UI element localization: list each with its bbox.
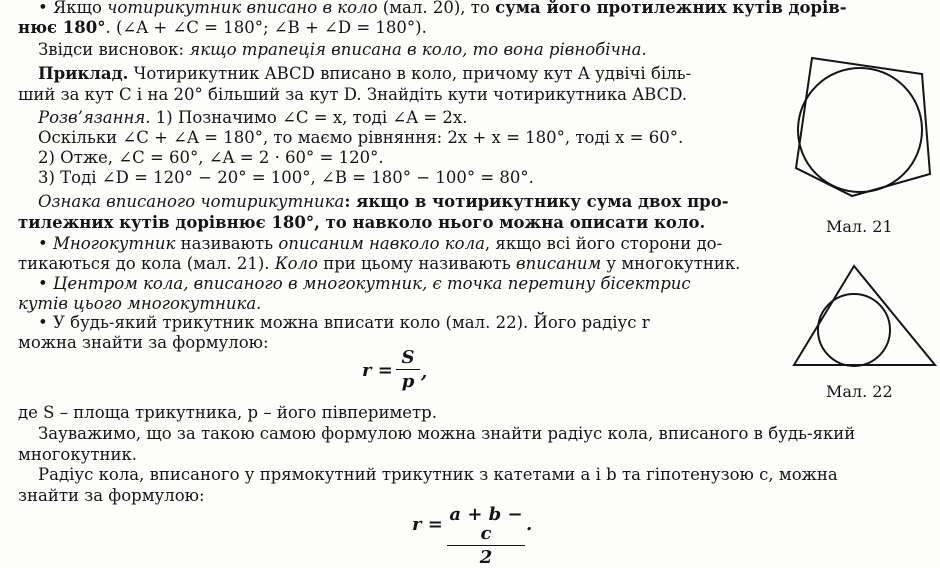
text-run: вписаним bbox=[516, 254, 602, 273]
text-run: многокутник. bbox=[18, 445, 138, 464]
text-run: ший за кут C і на 20° більший за кут D. Знайдіть кути чотирикутника ABCD. bbox=[18, 85, 688, 104]
text-run: називають bbox=[175, 234, 279, 253]
text-run: Розв’язання. bbox=[38, 108, 151, 127]
text-run: (мал. 20), то bbox=[377, 0, 496, 17]
text-run: : якщо в чотирикутнику сума двох про- bbox=[344, 192, 729, 211]
text-run: Многокутник bbox=[52, 234, 176, 253]
text-run: Ознака вписаного чотирикутника bbox=[38, 192, 345, 211]
text-line bbox=[38, 108, 467, 127]
text-run: Звідси висновок: bbox=[38, 40, 190, 59]
text-run: . (∠A + ∠C = 180°; ∠B + ∠D = 180°). bbox=[105, 18, 427, 37]
text-line bbox=[38, 148, 384, 167]
text-line bbox=[18, 403, 437, 422]
text-run: • У будь-який трикутник можна вписати коло (мал. 22). Його радіус r bbox=[38, 313, 650, 332]
figure-22-caption: Мал. 22 bbox=[826, 382, 893, 401]
formula-2-numerator: a + b − c bbox=[449, 504, 523, 544]
text-run: Радіус кола, вписаного у прямокутний трикутник з катетами a і b та гіпотенузою c, можна bbox=[38, 465, 838, 484]
text-run: Коло bbox=[274, 254, 318, 273]
text-run: якщо трапеція вписана в коло, то вона рівнобічна. bbox=[189, 40, 647, 59]
formula-1-numerator: S bbox=[401, 347, 415, 368]
text-line bbox=[38, 234, 722, 253]
formula-1-denominator: p bbox=[401, 371, 415, 392]
text-run: сума його протилежних кутів дорів- bbox=[495, 0, 847, 17]
text-line bbox=[18, 486, 205, 505]
text-line bbox=[38, 192, 729, 211]
text-line bbox=[18, 18, 427, 37]
text-run: Оскільки ∠C + ∠A = 180°, то маємо рівняння: 2x + x = 180°, тоді x = 60°. bbox=[38, 128, 684, 147]
text-line bbox=[38, 168, 534, 187]
text-line bbox=[38, 0, 847, 17]
text-line bbox=[38, 64, 691, 83]
text-run: при цьому називають bbox=[317, 254, 517, 273]
triangle-inscribed-circle-icon bbox=[790, 262, 940, 370]
inscribed-circle-shape bbox=[798, 68, 922, 192]
formula-2-lhs: r = bbox=[412, 514, 443, 535]
text-line bbox=[18, 294, 261, 313]
text-run: • Центром кола, вписаного в многокутник, є точка перетину бісектрис bbox=[38, 274, 691, 293]
text-line bbox=[18, 85, 687, 104]
triangle-shape bbox=[794, 266, 935, 365]
text-line bbox=[38, 274, 691, 293]
text-run: тикаються до кола (мал. 21). bbox=[18, 254, 275, 273]
text-run: описаним навколо кола bbox=[278, 234, 485, 253]
text-run: 3) Тоді ∠D = 120° − 20° = 100°, ∠B = 180° − 100° = 80°. bbox=[38, 168, 534, 187]
text-line bbox=[18, 213, 705, 232]
text-line bbox=[38, 128, 683, 147]
text-run: тилежних кутів дорівнює 180°, то навколо нього можна описати коло. bbox=[18, 213, 706, 232]
formula-2-denominator: 2 bbox=[479, 547, 493, 568]
fraction-bar bbox=[447, 545, 525, 546]
text-line bbox=[18, 445, 137, 464]
formula-1-lhs: r = bbox=[362, 360, 393, 381]
pentagon-shape bbox=[796, 58, 930, 196]
formula-1-tail: , bbox=[421, 362, 428, 383]
text-run: де S – площа трикутника, p – його півпериметр. bbox=[18, 403, 437, 422]
text-line bbox=[18, 254, 740, 273]
text-run: можна знайти за формулою: bbox=[18, 333, 269, 352]
text-run: • Якщо bbox=[38, 0, 108, 17]
formula-2-tail: . bbox=[526, 514, 533, 535]
text-run: 1) Позначимо ∠C = x, тоді ∠A = 2x. bbox=[150, 108, 468, 127]
text-run: знайти за формулою: bbox=[18, 486, 205, 505]
formula-1-fraction bbox=[396, 348, 420, 391]
inscribed-circle-shape bbox=[818, 294, 890, 366]
text-line bbox=[38, 40, 647, 59]
text-run: у многокутник. bbox=[601, 254, 741, 273]
text-run: Зауважимо, що за такою самою формулою можна знайти радіус кола, вписаного в будь-який bbox=[38, 424, 856, 443]
text-run: Чотирикутник ABCD вписано в коло, причому кут A удвічі біль- bbox=[128, 64, 692, 83]
pentagon-circumscribed-icon bbox=[788, 50, 938, 210]
formula-2-fraction bbox=[447, 505, 525, 567]
text-run: 2) Отже, ∠C = 60°, ∠A = 2 · 60° = 120°. bbox=[38, 148, 384, 167]
fraction-bar bbox=[396, 369, 420, 370]
text-run: кутів цього многокутника. bbox=[18, 294, 262, 313]
text-line bbox=[38, 465, 838, 484]
figure-21-caption: Мал. 21 bbox=[826, 217, 893, 236]
text-run: чотирикутник вписано в коло bbox=[107, 0, 378, 17]
text-run: , якщо всі його сторони до- bbox=[484, 234, 723, 253]
text-run: • bbox=[38, 234, 53, 253]
text-run: Приклад. bbox=[38, 64, 129, 83]
text-line bbox=[38, 424, 855, 443]
text-line bbox=[38, 313, 650, 332]
text-line bbox=[18, 333, 269, 352]
text-run: нює 180° bbox=[18, 18, 106, 37]
